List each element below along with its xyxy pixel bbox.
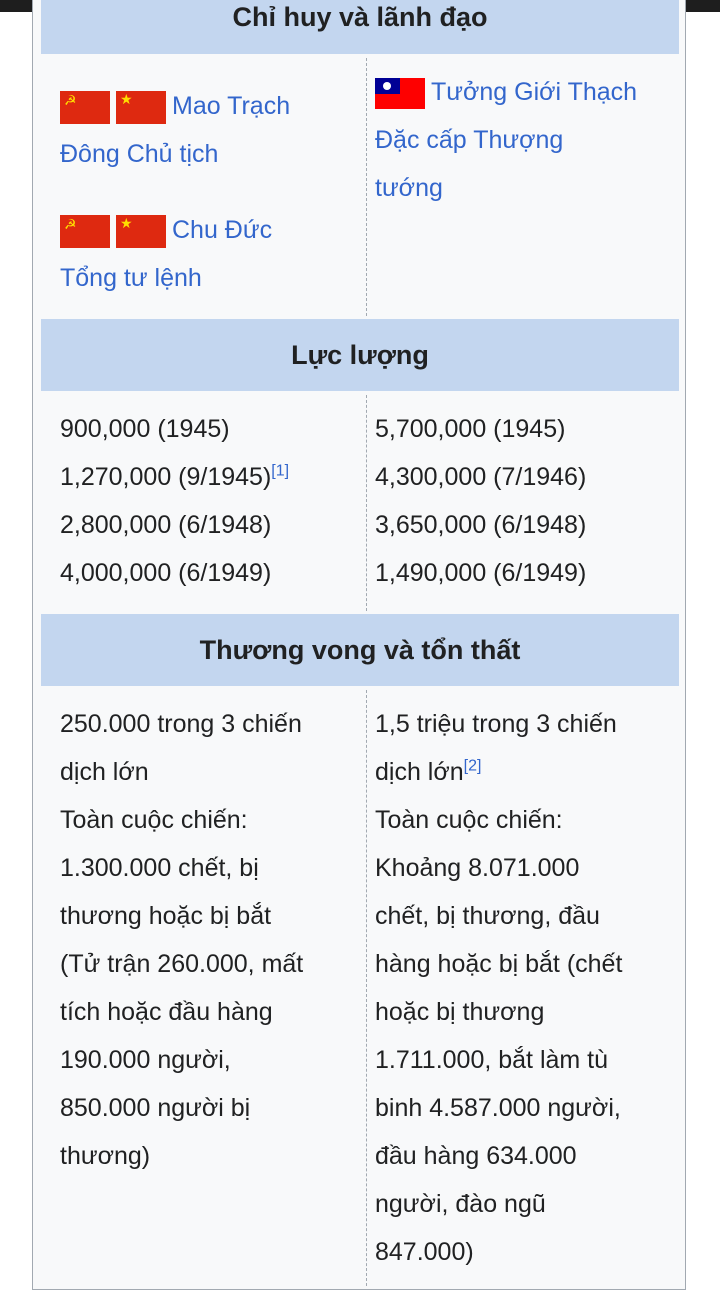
casualties-right-line: Khoảng 8.071.000: [375, 854, 580, 882]
casualties-right-line: hoặc bị thương: [375, 998, 545, 1026]
casualties-right: [375, 700, 622, 1276]
strength-header: Lực lượng: [41, 319, 679, 391]
casualties-header: Thương vong và tổn thất: [41, 614, 679, 686]
casualties-left-line: 850.000 người bị: [60, 1094, 251, 1122]
strength-right-2: 4,300,000 (7/1946): [375, 463, 587, 491]
commander-zhu-link[interactable]: Chu Đức: [172, 216, 273, 244]
strength-right-1: 5,700,000 (1945): [375, 415, 566, 443]
strength-left-1: 900,000 (1945): [60, 415, 230, 443]
strength-right: [375, 405, 586, 597]
commanders-header: Chỉ huy và lãnh đạo: [41, 0, 679, 54]
commander-chiang-link[interactable]: Tưởng Giới Thạch: [431, 78, 638, 106]
column-divider: [366, 58, 367, 316]
casualties-left-line: 190.000 người,: [60, 1046, 231, 1074]
casualties-right-line: 847.000): [375, 1238, 474, 1266]
strength-left-4: 4,000,000 (6/1949): [60, 559, 272, 587]
commander-mao: [60, 82, 290, 178]
casualties-right-line: binh 4.587.000 người,: [375, 1094, 621, 1122]
casualties-right-line: dịch lớn: [375, 758, 464, 786]
casualties-right-line: 1.711.000, bắt làm tù: [375, 1046, 609, 1074]
strength-right-3: 3,650,000 (6/1948): [375, 511, 587, 539]
infobox: [32, 0, 686, 1290]
roc-flag-icon[interactable]: [375, 78, 425, 109]
casualties-right-line: Toàn cuộc chiến:: [375, 806, 563, 834]
casualties-right-line: chết, bị thương, đầu: [375, 902, 600, 930]
column-divider: [366, 690, 367, 1286]
casualties-left-line: Toàn cuộc chiến:: [60, 806, 248, 834]
casualties-left: [60, 700, 303, 1180]
commander-mao-link[interactable]: Mao Trạch: [172, 92, 291, 120]
prc-flag-icon[interactable]: [116, 91, 166, 124]
commander-zhu: [60, 206, 272, 302]
ccp-flag-icon[interactable]: [60, 215, 110, 248]
commander-zhu-title[interactable]: Tổng tư lệnh: [60, 264, 202, 292]
casualties-right-line: hàng hoặc bị bắt (chết: [375, 950, 623, 978]
commander-mao-title[interactable]: Đông Chủ tịch: [60, 140, 219, 168]
reference-link[interactable]: [1]: [271, 462, 290, 480]
reference-link[interactable]: [2]: [463, 757, 482, 775]
casualties-left-line: thương hoặc bị bắt: [60, 902, 272, 930]
casualties-left-line: 250.000 trong 3 chiến: [60, 710, 302, 738]
commander-chiang-title-cont[interactable]: tướng: [375, 174, 443, 202]
strength-left: [60, 405, 289, 597]
casualties-left-line: dịch lớn: [60, 758, 149, 786]
commander-chiang-title[interactable]: Đặc cấp Thượng: [375, 126, 564, 154]
casualties-left-line: tích hoặc đầu hàng: [60, 998, 273, 1026]
casualties-right-line: 1,5 triệu trong 3 chiến: [375, 710, 617, 738]
strength-left-2: 1,270,000 (9/1945): [60, 463, 272, 491]
ccp-flag-icon[interactable]: [60, 91, 110, 124]
casualties-right-line: đầu hàng 634.000: [375, 1142, 577, 1170]
commander-chiang: [375, 68, 637, 212]
strength-left-3: 2,800,000 (6/1948): [60, 511, 272, 539]
casualties-left-line: 1.300.000 chết, bị: [60, 854, 259, 882]
casualties-left-line: (Tử trận 260.000, mất: [60, 950, 304, 978]
column-divider: [366, 395, 367, 611]
casualties-right-line: người, đào ngũ: [375, 1190, 546, 1218]
prc-flag-icon[interactable]: [116, 215, 166, 248]
strength-right-4: 1,490,000 (6/1949): [375, 559, 587, 587]
casualties-left-line: thương): [60, 1142, 151, 1170]
